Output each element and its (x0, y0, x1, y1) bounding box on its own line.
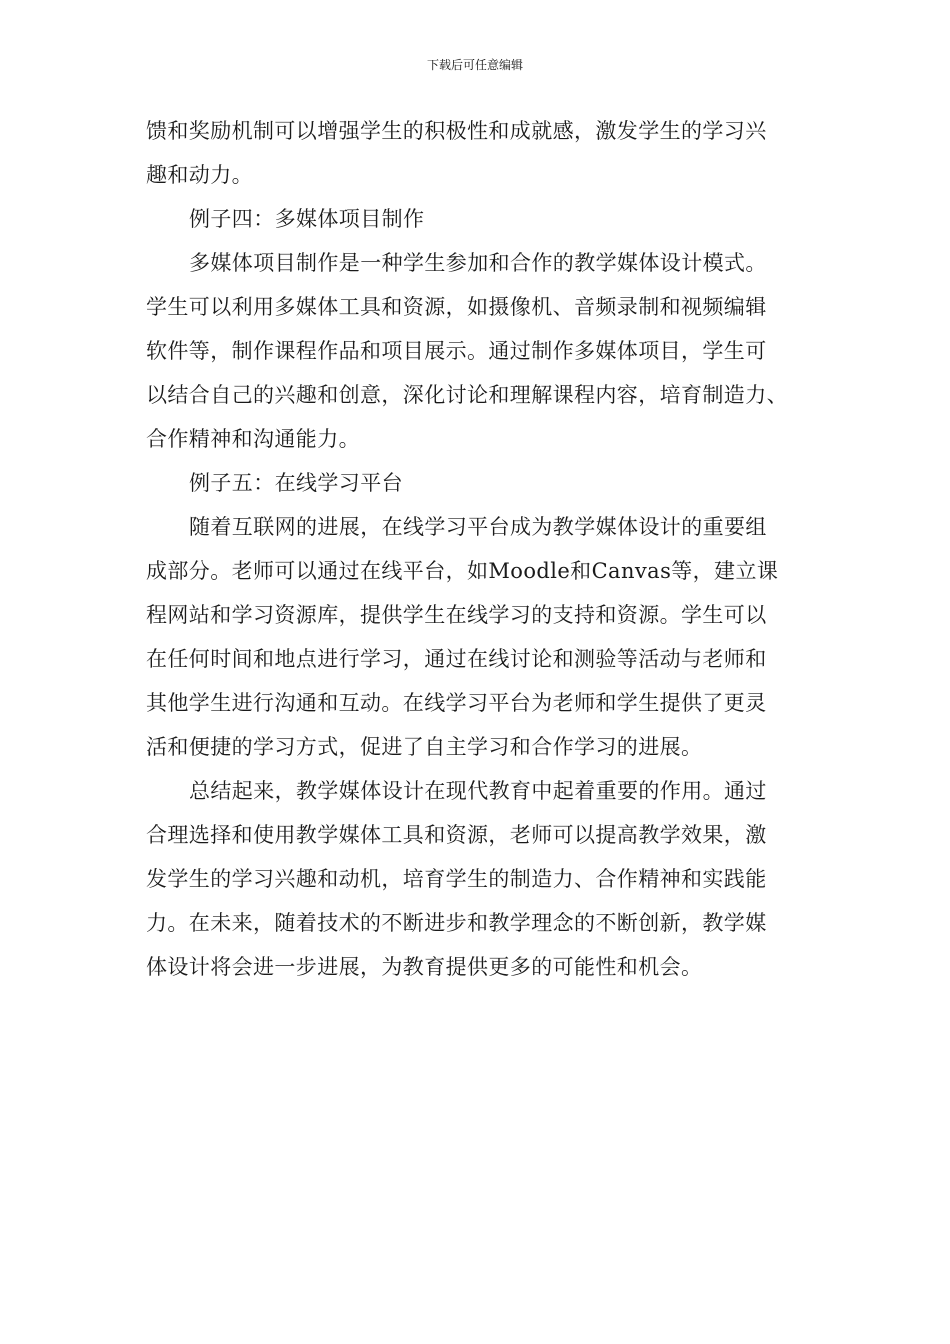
text-line: 趣和动力。 (146, 163, 253, 187)
text-line: 软件等，制作课程作品和项目展示。通过制作多媒体项目，学生可 (146, 339, 767, 363)
section-heading-example-4: 例子四：多媒体项目制作 (189, 207, 425, 231)
text-line: 成部分。老师可以通过在线平台，如Moodle和Canvas等，建立课 (146, 559, 779, 583)
section-heading-example-5: 例子五：在线学习平台 (189, 471, 403, 495)
document-body (146, 109, 806, 989)
paragraph-online-platform (146, 505, 806, 769)
paragraph-multimedia-project (146, 241, 806, 461)
text-line: 学生可以利用多媒体工具和资源，如摄像机、音频录制和视频编辑 (146, 295, 767, 319)
text-line: 合理选择和使用教学媒体工具和资源，老师可以提高教学效果，激 (146, 823, 767, 847)
text-line: 馈和奖励机制可以增强学生的积极性和成就感，激发学生的学习兴 (146, 119, 767, 143)
text-line: 程网站和学习资源库，提供学生在线学习的支持和资源。学生可以 (146, 603, 767, 627)
paragraph-conclusion (146, 769, 806, 989)
text-line: 其他学生进行沟通和互动。在线学习平台为老师和学生提供了更灵 (146, 691, 767, 715)
text-line: 多媒体项目制作是一种学生参加和合作的教学媒体设计模式。 (189, 251, 767, 275)
text-line: 活和便捷的学习方式，促进了自主学习和合作学习的进展。 (146, 735, 703, 759)
text-line: 体设计将会进一步进展，为教育提供更多的可能性和机会。 (146, 955, 703, 979)
text-line: 合作精神和沟通能力。 (146, 427, 360, 451)
text-line: 发学生的学习兴趣和动机，培育学生的制造力、合作精神和实践能 (146, 867, 767, 891)
text-line: 力。在未来，随着技术的不断进步和教学理念的不断创新，教学媒 (146, 911, 767, 935)
text-line: 以结合自己的兴趣和创意，深化讨论和理解课程内容，培育制造力、 (146, 383, 788, 407)
paragraph-continuation (146, 109, 806, 197)
page-header: 下载后可任意编辑 (426, 58, 523, 72)
text-line: 在任何时间和地点进行学习，通过在线讨论和测验等活动与老师和 (146, 647, 767, 671)
text-line: 随着互联网的进展，在线学习平台成为教学媒体设计的重要组 (189, 515, 767, 539)
text-line: 总结起来，教学媒体设计在现代教育中起着重要的作用。通过 (189, 779, 767, 803)
